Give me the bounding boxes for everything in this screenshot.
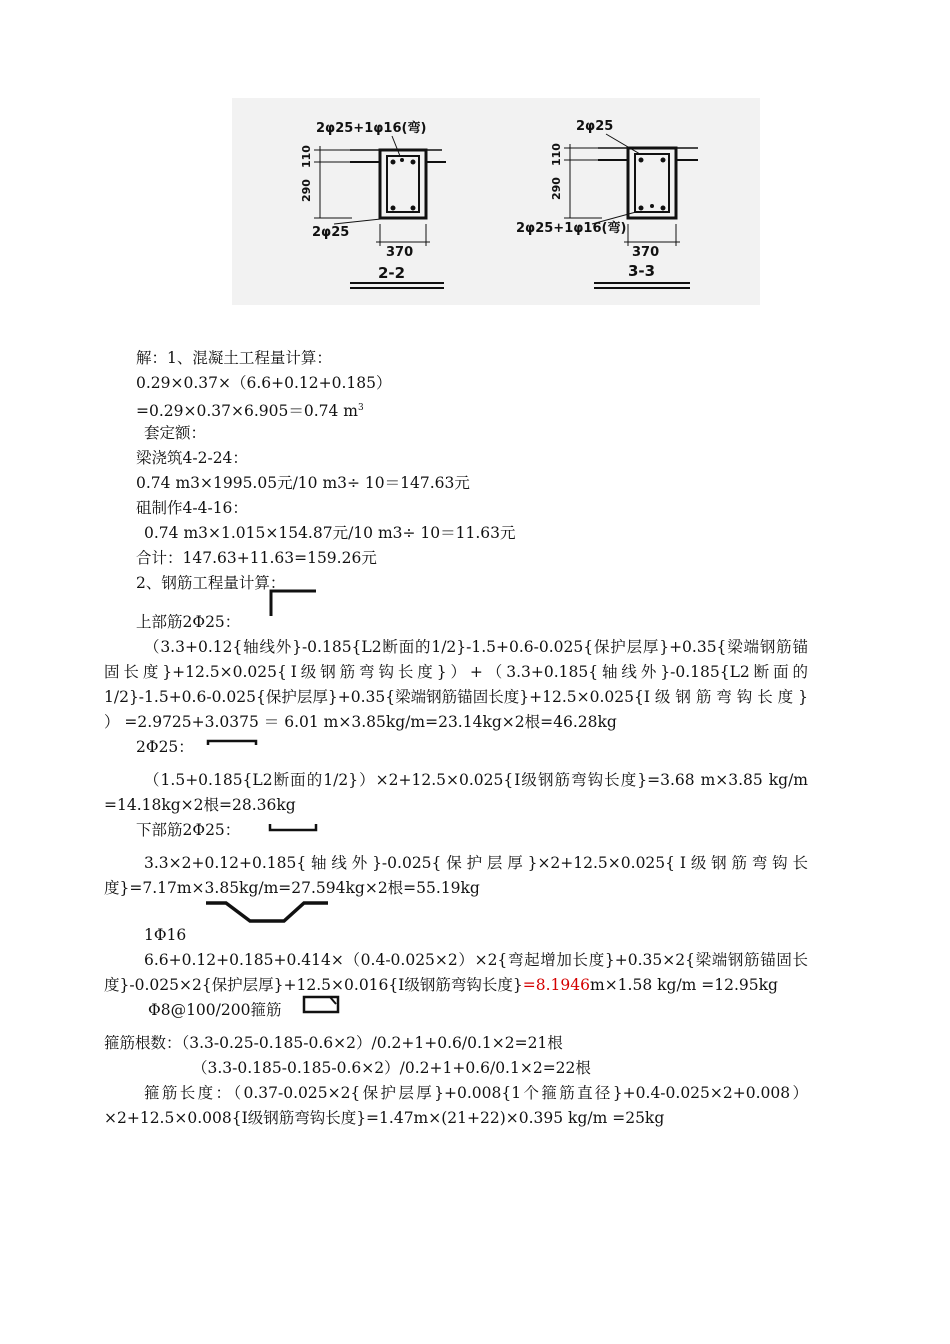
concrete-make-code: 砠制作4-4-16： xyxy=(136,499,248,517)
bent-up-bar-icon xyxy=(204,899,334,929)
heading-concrete: 解：1、混凝土工程量计算： xyxy=(136,349,332,367)
quota-heading: 套定额： xyxy=(144,424,207,442)
cubic-superscript: 3 xyxy=(358,403,364,413)
section-2-2-dim-110: 110 xyxy=(300,145,313,168)
section-3-3-bars xyxy=(639,158,666,211)
stirrup-count-2: （3.3-0.185-0.185-0.6×2）/0.2+1+0.6/0.1×2=22根 xyxy=(192,1059,591,1077)
top-rebar-heading xyxy=(104,610,808,635)
concrete-make-cost: 0.74 m3×1.015×154.87元/10 m3÷ 10＝11.63元 xyxy=(144,524,516,542)
section-3-3-top-label: 2φ25 xyxy=(576,119,614,134)
bent-bar-formula xyxy=(104,948,808,998)
section-2-2-dim-290: 290 xyxy=(300,179,313,202)
section-3-3-title: 3-3 xyxy=(628,262,656,280)
bottom-rebar-heading xyxy=(104,818,808,843)
section-3-3-width-label: 370 xyxy=(632,245,660,260)
bottom-rebar-formula: 3.3×2+0.12+0.185{轴线外}-0.025{保护层厚}×2+12.5×0.025{Ⅰ级钢筋弯钩长度}=7.17m×3.85kg/m=27.594kg×2根=55.19kg xyxy=(104,854,808,897)
section-3-3-dim-290: 290 xyxy=(550,177,563,200)
section-3-3-bottom-label: 2φ25+1φ16(弯) xyxy=(516,221,627,236)
straight-rebar-label: 2Φ25： xyxy=(136,738,194,756)
formula-volume: 0.29×0.37×（6.6+0.12+0.185） xyxy=(136,374,392,392)
formula-volume-result-text: =0.29×0.37×6.905＝0.74 m xyxy=(136,402,358,421)
straight-rebar-formula: （1.5+0.185{L2断面的1/2}）×2+12.5×0.025{Ⅰ级钢筋弯钩长度}=3.68 m×3.85 kg/m =14.18kg×2根=28.36kg xyxy=(104,771,808,814)
section-3-3-dim-110: 110 xyxy=(550,143,563,166)
beam-pour-cost: 0.74 m3×1995.05元/10 m3÷ 10＝147.63元 xyxy=(136,474,470,492)
straight-bar-hooks-icon xyxy=(206,737,258,747)
bent-bar-formula-main: 6.6+0.12+0.185+0.414×（0.4-0.025×2）×2{弯起增加长度}+0.35×2{梁端钢筋锚固长度}-0.025×2{保护层厚}+12.5×0.016{Ⅰ级钢筋弯钩长度} xyxy=(104,951,808,994)
beam-pour-code: 梁浇筑4-2-24： xyxy=(136,449,248,467)
straight-rebar-heading xyxy=(104,735,808,760)
stirrup-shape-icon xyxy=(302,994,342,1016)
bottom-bar-hooks-icon xyxy=(268,822,320,834)
bent-bar-diagram-row xyxy=(104,901,808,923)
section-2-2-bottom-label: 2φ25 xyxy=(312,225,350,240)
section-2-2-top-label: 2φ25+1φ16(弯) xyxy=(316,121,427,136)
formula-volume-result xyxy=(104,396,808,421)
heading-rebar: 2、钢筋工程量计算： xyxy=(136,574,286,592)
beam-section-figure xyxy=(232,98,760,305)
stirrup-heading xyxy=(104,998,808,1023)
bottom-rebar-label: 下部筋2Φ25： xyxy=(136,821,241,839)
section-2-2-title: 2-2 xyxy=(378,264,406,282)
total-cost: 合计：147.63+11.63=159.26元 xyxy=(136,549,377,567)
bent-bar-formula-tail: m×1.58 kg/m =12.95kg xyxy=(590,976,778,994)
top-rebar-formula: （3.3+0.12{轴线外}-0.185{L2断面的1/2}-1.5+0.6-0.025{保护层厚}+0.35{梁端钢筋锚固长度}+12.5×0.025{Ⅰ级钢筋弯钩长度}）+（3.3+0.185{轴线外}-0.185{L2断面的1/2}-1.5+0.6-0.025{保护层厚}+0.35{梁端钢筋锚固长度}+12.5×0.025{Ⅰ 级 钢 筋 弯 钩 长 度 } ） =2.9725+3.0375 ＝ 6.01 m×3.85kg/m=23.14kg×2根=46.28kg xyxy=(104,638,808,731)
stirrup-count-1: 箍筋根数：（3.3-0.25-0.185-0.6×2）/0.2+1+0.6/0.1×2=21根 xyxy=(104,1034,563,1052)
bent-bar-length-highlight: =8.1946 xyxy=(522,976,590,994)
section-2-2-width-label: 370 xyxy=(386,245,414,260)
calculation-text xyxy=(104,346,808,1131)
section-drawings xyxy=(232,98,760,305)
top-rebar-label: 上部筋2Φ25： xyxy=(136,613,241,631)
stirrup-label: Φ8@100/200箍筋 xyxy=(148,1001,282,1019)
stirrup-length-formula: 箍筋长度：（0.37-0.025×2{保护层厚}+0.008{1个箍筋直径}+0.4-0.025×2+0.008）×2+12.5×0.008{Ⅰ级钢筋弯钩长度}=1.47m×(21+22)×0.395 kg/m =25kg xyxy=(104,1084,808,1127)
section-2-2-bars xyxy=(391,158,416,211)
bent-bar-shape-icon xyxy=(268,588,318,618)
bent-bar-label: 1Φ16 xyxy=(144,926,187,944)
